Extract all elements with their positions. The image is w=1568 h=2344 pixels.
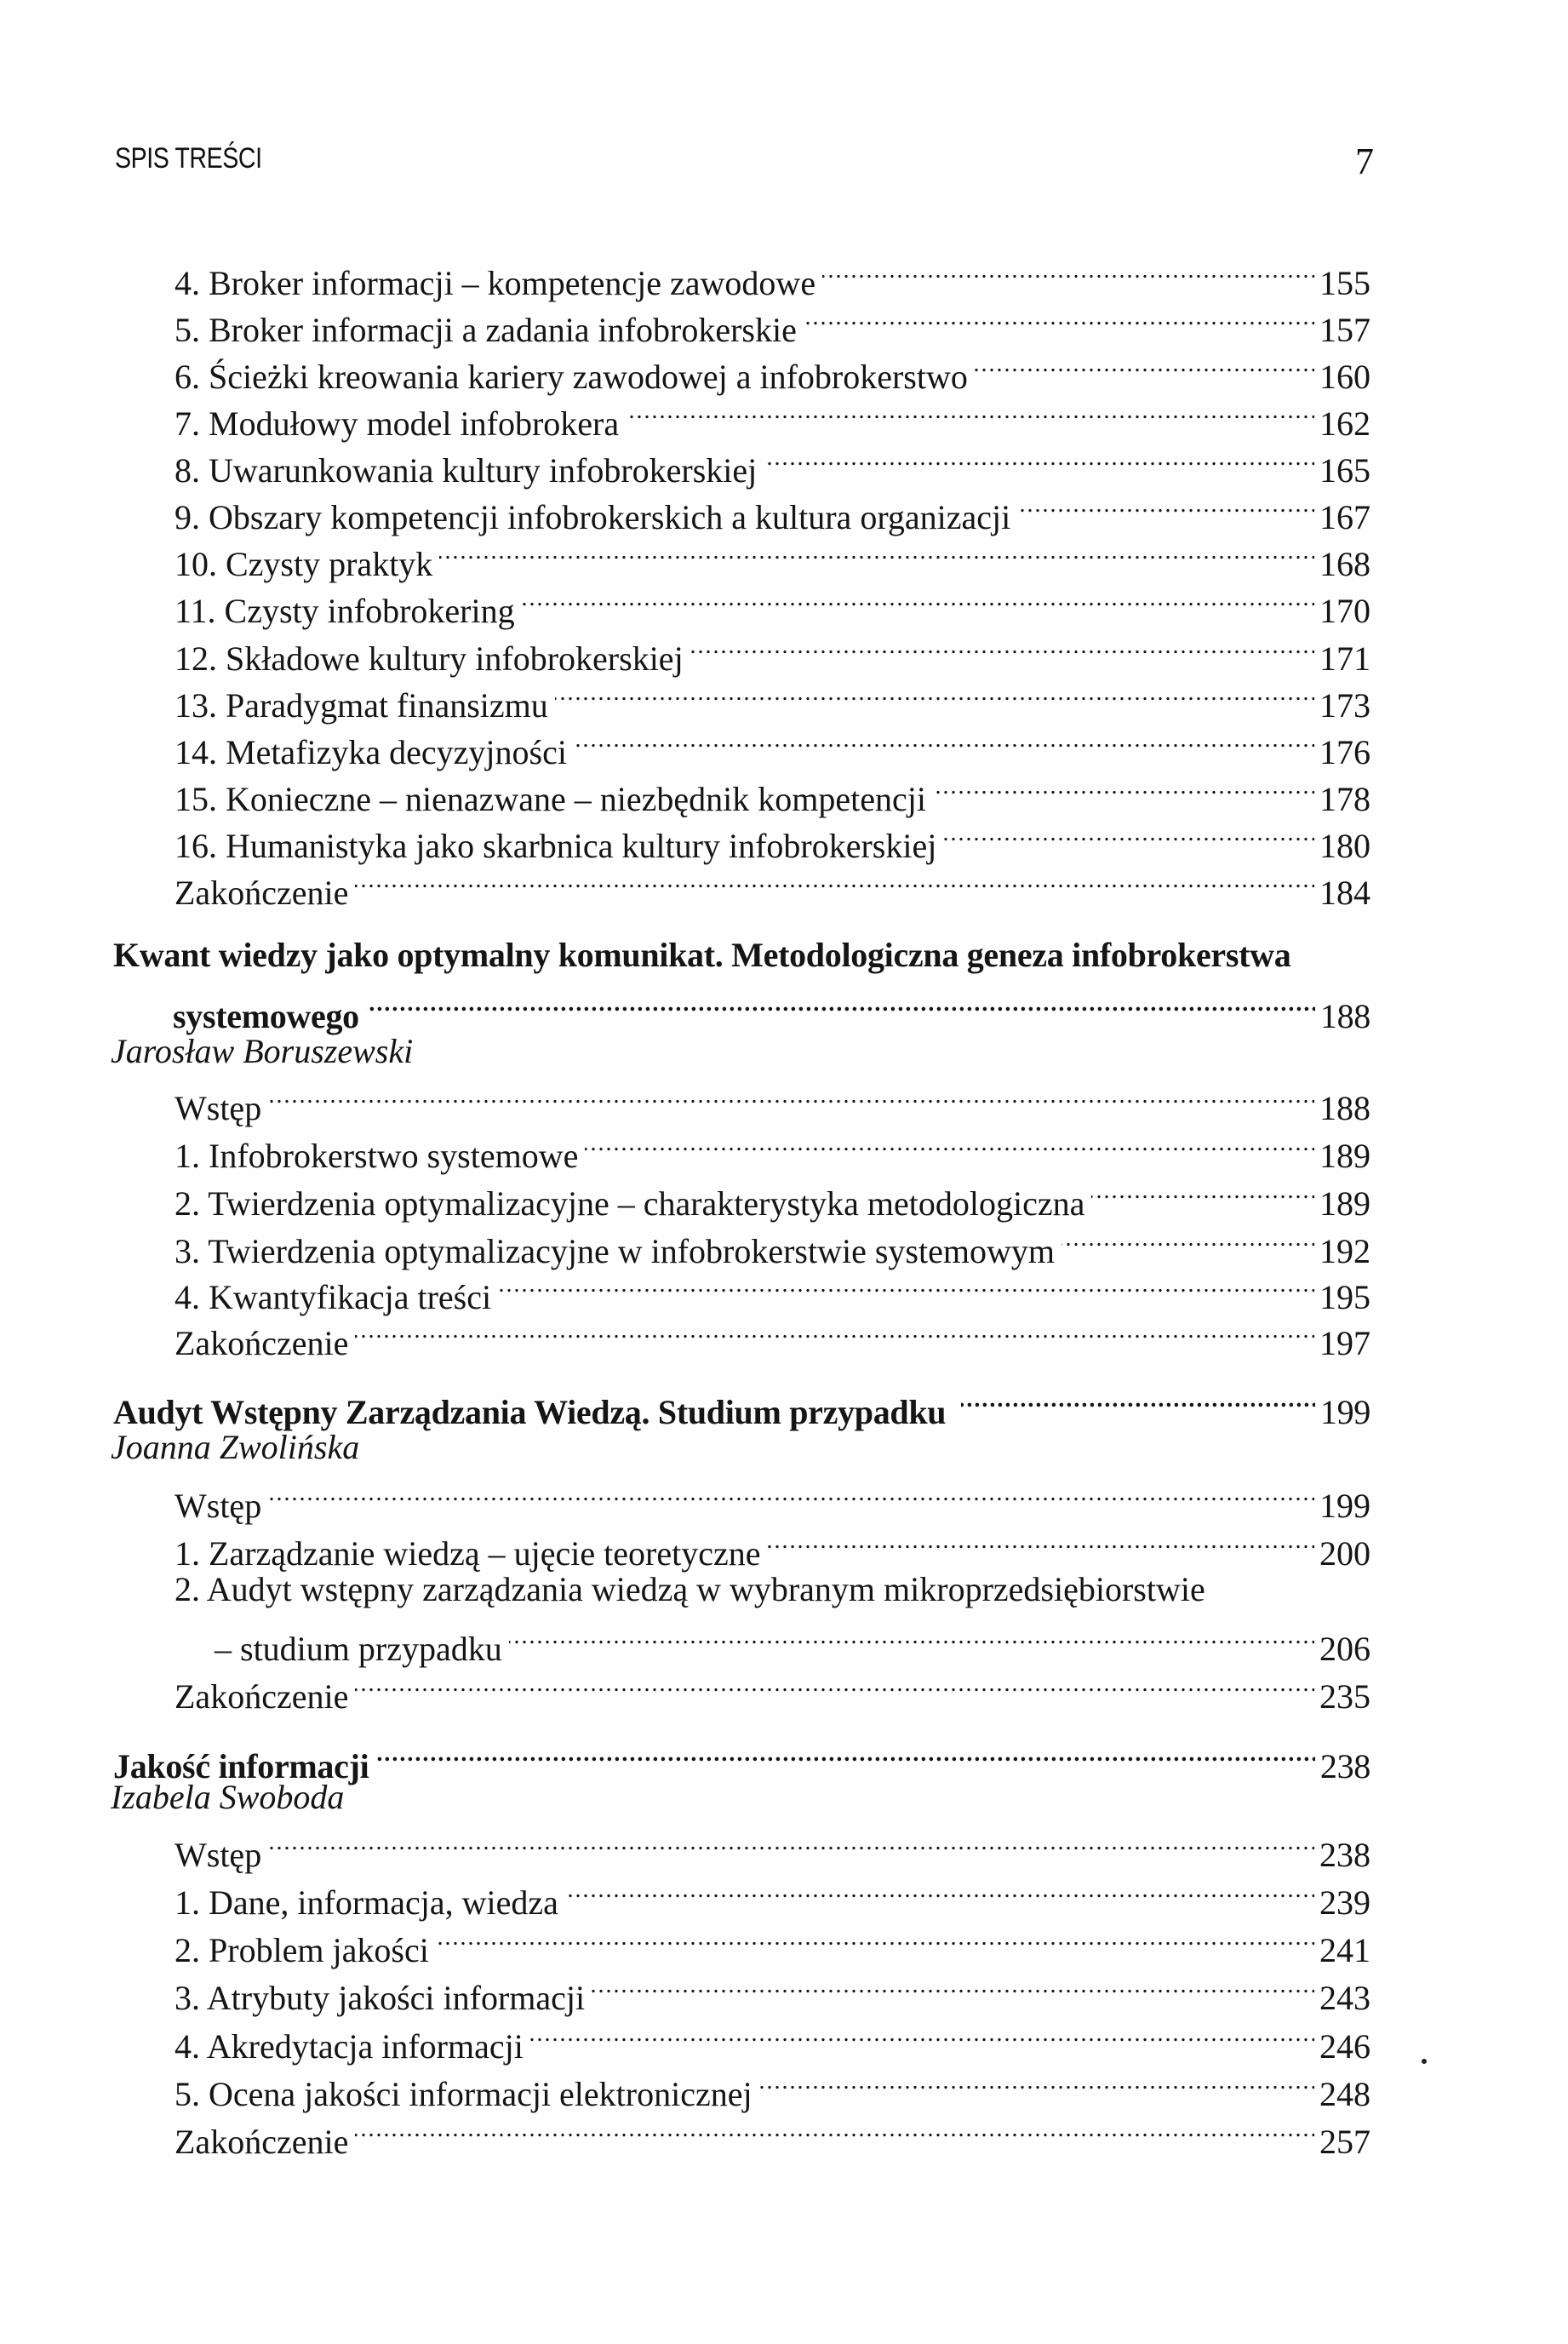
dot-leader — [436, 1914, 1314, 1962]
dot-leader — [585, 1120, 1314, 1167]
toc-entry-page: 238 — [1319, 1836, 1371, 1874]
toc-entry-page: 165 — [1319, 451, 1371, 490]
dot-leader — [961, 1376, 1315, 1424]
chapter-title[interactable] — [113, 1376, 1371, 1431]
toc-entry-page: 257 — [1319, 2123, 1371, 2161]
dot-leader — [555, 669, 1314, 717]
toc-entry-label: 15. Konieczne – nienazwane – niezbędnik kompetencji — [175, 780, 926, 818]
toc-entry[interactable] — [175, 1866, 1371, 1922]
toc-entry-page: 173 — [1319, 686, 1371, 725]
toc-entry-page: 192 — [1319, 1232, 1371, 1270]
toc-entry[interactable] — [175, 1517, 1371, 1573]
toc-entry-page: 241 — [1319, 1931, 1371, 1969]
toc-entry-page: 197 — [1319, 1324, 1371, 1362]
toc-entry[interactable] — [175, 622, 1371, 678]
toc-entry-page: 189 — [1319, 1137, 1371, 1175]
dot-leader — [764, 434, 1314, 482]
dot-leader — [355, 857, 1314, 904]
dot-leader — [975, 341, 1314, 388]
toc-entry-label: 1. Infobrokerstwo systemowe — [175, 1137, 579, 1175]
toc-entry[interactable] — [175, 1072, 1371, 1127]
chapter-page: 188 — [1319, 997, 1371, 1035]
toc-entry-label: 2. Audyt wstępny zarządzania wiedzą w wybranym mikroprzedsiębiorstwie — [175, 1570, 1205, 1608]
dot-leader — [592, 1962, 1314, 2009]
chapter-title-line1: Kwant wiedzy jako optymalny komunikat. Metodologiczna geneza infobrokerstwa — [113, 936, 1291, 974]
toc-entry-page: 178 — [1319, 780, 1371, 818]
toc-entry-label: 10. Czysty praktyk — [175, 545, 433, 583]
toc-entry[interactable] — [175, 857, 1371, 912]
toc-entry-label: 2. Twierdzenia optymalizacyjne – charakterystyka metodologiczna — [175, 1184, 1085, 1223]
dot-leader — [366, 980, 1315, 1028]
dot-leader — [268, 1072, 1314, 1120]
toc-entry[interactable] — [175, 528, 1371, 583]
toc-entry-page: 184 — [1319, 874, 1371, 912]
toc-entry-page: 162 — [1319, 404, 1371, 443]
author-name: Jarosław Boruszewski — [111, 1032, 414, 1070]
toc-entry-label: 8. Uwarunkowania kultury infobrokerskiej — [175, 451, 758, 490]
toc-entry[interactable] — [175, 669, 1371, 725]
toc-entry[interactable] — [175, 1120, 1371, 1175]
toc-entry-label: 4. Broker informacji – kompetencje zawodowe — [175, 264, 816, 302]
toc-entry-label: 11. Czysty infobrokering — [175, 592, 515, 630]
chapter-title-text: Jakość informacji — [113, 1747, 369, 1785]
toc-entry-label: 13. Paradygmat finansizmu — [175, 686, 548, 725]
toc-entry-label: 6. Ścieżki kreowania kariery zawodowej a infobrokerstwo — [175, 358, 968, 396]
toc-entry[interactable] — [175, 1819, 1371, 1874]
dot-leader — [759, 2058, 1314, 2106]
toc-entry[interactable] — [175, 2106, 1371, 2161]
chapter-author — [111, 1774, 1132, 1821]
dot-leader — [509, 1613, 1314, 1660]
toc-entry-label: Wstęp — [175, 1836, 262, 1874]
toc-entry[interactable] — [175, 1566, 1371, 1613]
toc-entry[interactable] — [175, 481, 1371, 536]
chapter-title-continuation[interactable] — [173, 980, 1371, 1035]
toc-entry[interactable] — [175, 1914, 1371, 1969]
toc-entry-page: 246 — [1319, 2027, 1371, 2066]
toc-entry-label: Wstęp — [175, 1089, 262, 1127]
toc-entry-label: 16. Humanistyka jako skarbnica kultury infobrokerskiej — [175, 827, 937, 865]
toc-entry[interactable] — [175, 2058, 1371, 2113]
dot-leader — [626, 387, 1314, 435]
toc-entry-label: 7. Modułowy model infobrokera — [175, 404, 620, 443]
toc-entry-continuation[interactable] — [215, 1613, 1371, 1668]
toc-entry[interactable] — [175, 716, 1371, 771]
toc-entry-page: 235 — [1319, 1677, 1371, 1716]
toc-entry-page: 180 — [1319, 827, 1371, 865]
toc-entry[interactable] — [175, 810, 1371, 865]
toc-entry-label: Zakończenie — [175, 874, 349, 912]
toc-entry[interactable] — [175, 1470, 1371, 1525]
toc-entry-page: 170 — [1319, 592, 1371, 630]
chapter-title[interactable] — [113, 1730, 1371, 1785]
toc-entry-page: 248 — [1319, 2075, 1371, 2113]
toc-entry-page: 206 — [1319, 1630, 1371, 1668]
toc-entry-label: 3. Atrybuty jakości informacji — [175, 1979, 586, 2017]
author-name: Joanna Zwolińska — [111, 1428, 360, 1466]
toc-entry-label: Wstęp — [175, 1487, 262, 1525]
toc-entry-page: 168 — [1319, 545, 1371, 583]
dot-leader — [268, 1470, 1314, 1517]
toc-entry-page: 167 — [1319, 498, 1371, 536]
chapter-page: 199 — [1319, 1393, 1371, 1431]
dot-leader — [565, 1866, 1314, 1914]
toc-entry-page: 199 — [1319, 1487, 1371, 1525]
toc-entry-page: 160 — [1319, 358, 1371, 396]
scan-speck — [1422, 2059, 1427, 2064]
toc-entry[interactable] — [175, 575, 1371, 630]
dot-leader — [690, 622, 1314, 670]
toc-entry-label: 1. Zarządzanie wiedzą – ujęcie teoretyczne — [175, 1534, 761, 1573]
toc-entry-page: 239 — [1319, 1883, 1371, 1922]
toc-entry[interactable] — [175, 1660, 1371, 1716]
toc-entry-page: 157 — [1319, 311, 1371, 349]
toc-entry-page: 200 — [1319, 1534, 1371, 1573]
toc-entry[interactable] — [175, 1167, 1371, 1223]
dot-leader — [1017, 481, 1314, 529]
toc-entry[interactable] — [175, 247, 1371, 302]
toc-entry[interactable] — [175, 1215, 1371, 1270]
toc-entry-label: 3. Twierdzenia optymalizacyjne w infobrokerstwie systemowym — [175, 1232, 1055, 1270]
toc-entry-page: 189 — [1319, 1184, 1371, 1223]
toc-entry[interactable] — [175, 763, 1371, 818]
toc-entry-label: Zakończenie — [175, 2123, 349, 2161]
toc-entry-label: Zakończenie — [175, 1324, 349, 1362]
chapter-title-text: Audyt Wstępny Zarządzania Wiedzą. Studium przypadku — [113, 1393, 947, 1431]
dot-leader — [355, 1660, 1314, 1708]
dot-leader — [268, 1819, 1314, 1866]
toc-entry-label: 4. Kwantyfikacja treści — [175, 1278, 492, 1316]
toc-entry[interactable] — [175, 1307, 1371, 1362]
dot-leader — [933, 763, 1314, 811]
dot-leader — [804, 294, 1314, 341]
dot-leader — [1062, 1215, 1314, 1263]
toc-entry-label: 4. Akredytacja informacji — [175, 2027, 524, 2066]
toc-entry-label: Zakończenie — [175, 1677, 349, 1716]
toc-entry-label: 5. Broker informacji a zadania infobrokerskie — [175, 311, 797, 349]
running-head-title: SPIS TREŚCI — [115, 142, 262, 175]
toc-entry-page: 188 — [1319, 1089, 1371, 1127]
dot-leader — [439, 528, 1314, 576]
toc-entry-page: 176 — [1319, 733, 1371, 771]
chapter-author — [111, 1028, 1132, 1075]
dot-leader — [943, 810, 1314, 857]
toc-entry[interactable] — [175, 341, 1371, 396]
dot-leader — [498, 1261, 1314, 1309]
toc-entry-label: 9. Obszary kompetencji infobrokerskich a kultura organizacji — [175, 498, 1011, 536]
dot-leader — [530, 2010, 1314, 2058]
toc-entry-label: 12. Składowe kultury infobrokerskiej — [175, 639, 684, 678]
toc-entry[interactable] — [175, 2010, 1371, 2066]
toc-entry-label: 1. Dane, informacja, wiedza — [175, 1883, 558, 1922]
dot-leader — [375, 1730, 1314, 1778]
chapter-page: 238 — [1319, 1747, 1371, 1785]
toc-entry[interactable] — [175, 1261, 1371, 1316]
dot-leader — [355, 1307, 1314, 1355]
toc-entry-label: – studium przypadku — [215, 1630, 502, 1668]
toc-entry[interactable] — [175, 387, 1371, 443]
dot-leader — [822, 247, 1314, 295]
toc-entry[interactable] — [175, 434, 1371, 490]
chapter-title-line2: systemowego — [173, 997, 359, 1035]
chapter-title[interactable] — [113, 931, 1371, 979]
toc-entry-label: 14. Metafizyka decyzyjności — [175, 733, 567, 771]
toc-entry-label: 5. Ocena jakości informacji elektronicznej — [175, 2075, 753, 2113]
dot-leader — [522, 575, 1314, 622]
toc-entry[interactable] — [175, 294, 1371, 349]
toc-entry-page: 243 — [1319, 1979, 1371, 2017]
toc-entry-page: 155 — [1319, 264, 1371, 302]
page-number: 7 — [1355, 140, 1374, 182]
toc-entry-page: 195 — [1319, 1278, 1371, 1316]
toc-entry[interactable] — [175, 1962, 1371, 2017]
toc-entry-label: 2. Problem jakości — [175, 1931, 429, 1969]
dot-leader — [767, 1517, 1314, 1565]
toc-entry-page: 171 — [1319, 639, 1371, 678]
dot-leader — [574, 716, 1314, 764]
chapter-author — [111, 1424, 1132, 1471]
author-name: Izabela Swoboda — [111, 1778, 345, 1816]
dot-leader — [1091, 1167, 1314, 1215]
dot-leader — [355, 2106, 1314, 2153]
